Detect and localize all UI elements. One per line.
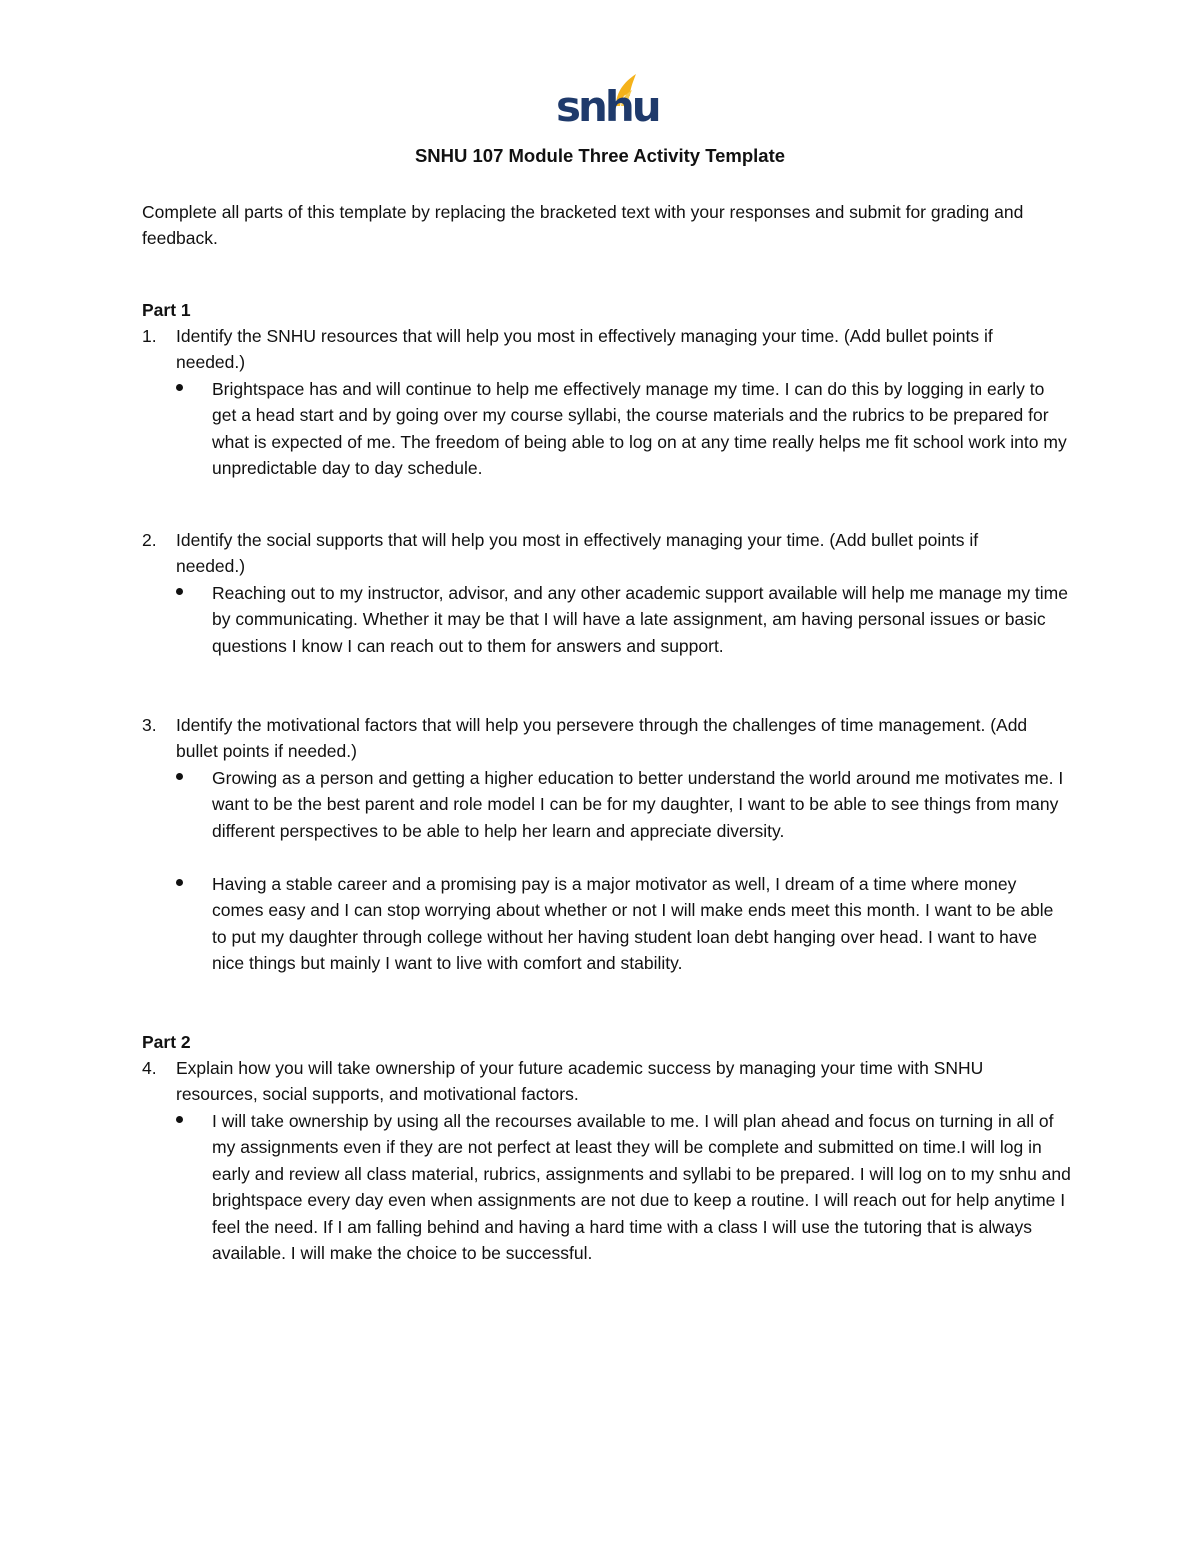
bullet-icon bbox=[176, 879, 183, 886]
question-2-number: 2. bbox=[142, 530, 157, 550]
bullet-icon bbox=[176, 1116, 183, 1123]
part-1-heading: Part 1 bbox=[142, 300, 191, 320]
intro-paragraph: Complete all parts of this template by replacing the bracketed text with your responses and submit for grading and feedback. bbox=[142, 202, 1024, 249]
question-3-text: Identify the motivational factors that will help you persevere through the challenges of time management. (Add bullet points if needed.) bbox=[176, 715, 1028, 762]
snhu-logo bbox=[554, 72, 659, 132]
question-2-answer: Reaching out to my instructor, advisor, and any other academic support available will help me manage my time by communicating. Whether it may be that I will have a late assignment, am having personal issues or basic questions I know I can reach out to them for answers and support. bbox=[212, 583, 1068, 656]
question-4-text: Explain how you will take ownership of your future academic success by managing your time with SNHU resources, social supports, and motivational factors. bbox=[176, 1058, 984, 1105]
bullet-icon bbox=[176, 588, 183, 595]
question-2-text: Identify the social supports that will help you most in effectively managing your time. (Add bullet points if needed.) bbox=[176, 530, 979, 577]
question-4-answer: I will take ownership by using all the recourses available to me. I will plan ahead and focus on turning in all of my assignments even if they are not perfect at least they will be complete and submitted on time.I will log in early and review all class material, rubrics, assignments and syllabi to be prepared. I will log on to my snhu and brightspace every day even when assignments are not due to keep a routine. I will reach out for help anytime I feel the need. If I am falling behind and having a hard time with a class I will use the tutoring that is always available. I will make the choice to be successful. bbox=[212, 1111, 1071, 1264]
logo-text: snhu bbox=[556, 82, 659, 131]
bullet-icon bbox=[176, 384, 183, 391]
question-3-number: 3. bbox=[142, 715, 157, 735]
question-4-number: 4. bbox=[142, 1058, 157, 1078]
question-3-answer-1: Growing as a person and getting a higher education to better understand the world around me motivates me. I want to be the best parent and role model I can be for my daughter, I want to be able to see things from many different perspectives to be able to help her learn and appreciate diversity. bbox=[212, 768, 1064, 841]
part-2-heading: Part 2 bbox=[142, 1032, 191, 1052]
bullet-icon bbox=[176, 773, 183, 780]
question-1-number: 1. bbox=[142, 326, 157, 346]
question-3-answer-2: Having a stable career and a promising pay is a major motivator as well, I dream of a time where money comes easy and I can stop worrying about whether or not I will make ends meet this month. I want to be able to put my daughter through college without her having student loan debt hanging over head. I want to have nice things but mainly I want to live with comfort and stability. bbox=[212, 874, 1054, 974]
question-1-text: Identify the SNHU resources that will help you most in effectively managing your time. (Add bullet points if needed.) bbox=[176, 326, 993, 373]
question-1-answer: Brightspace has and will continue to help me effectively manage my time. I can do this by logging in early to get a head start and by going over my course syllabi, the course materials and the rubrics to be prepared for what is expected of me. The freedom of being able to log on at any time really helps me fit school work into my unpredictable day to day schedule. bbox=[212, 379, 1067, 479]
page-title: SNHU 107 Module Three Activity Template bbox=[414, 145, 786, 166]
